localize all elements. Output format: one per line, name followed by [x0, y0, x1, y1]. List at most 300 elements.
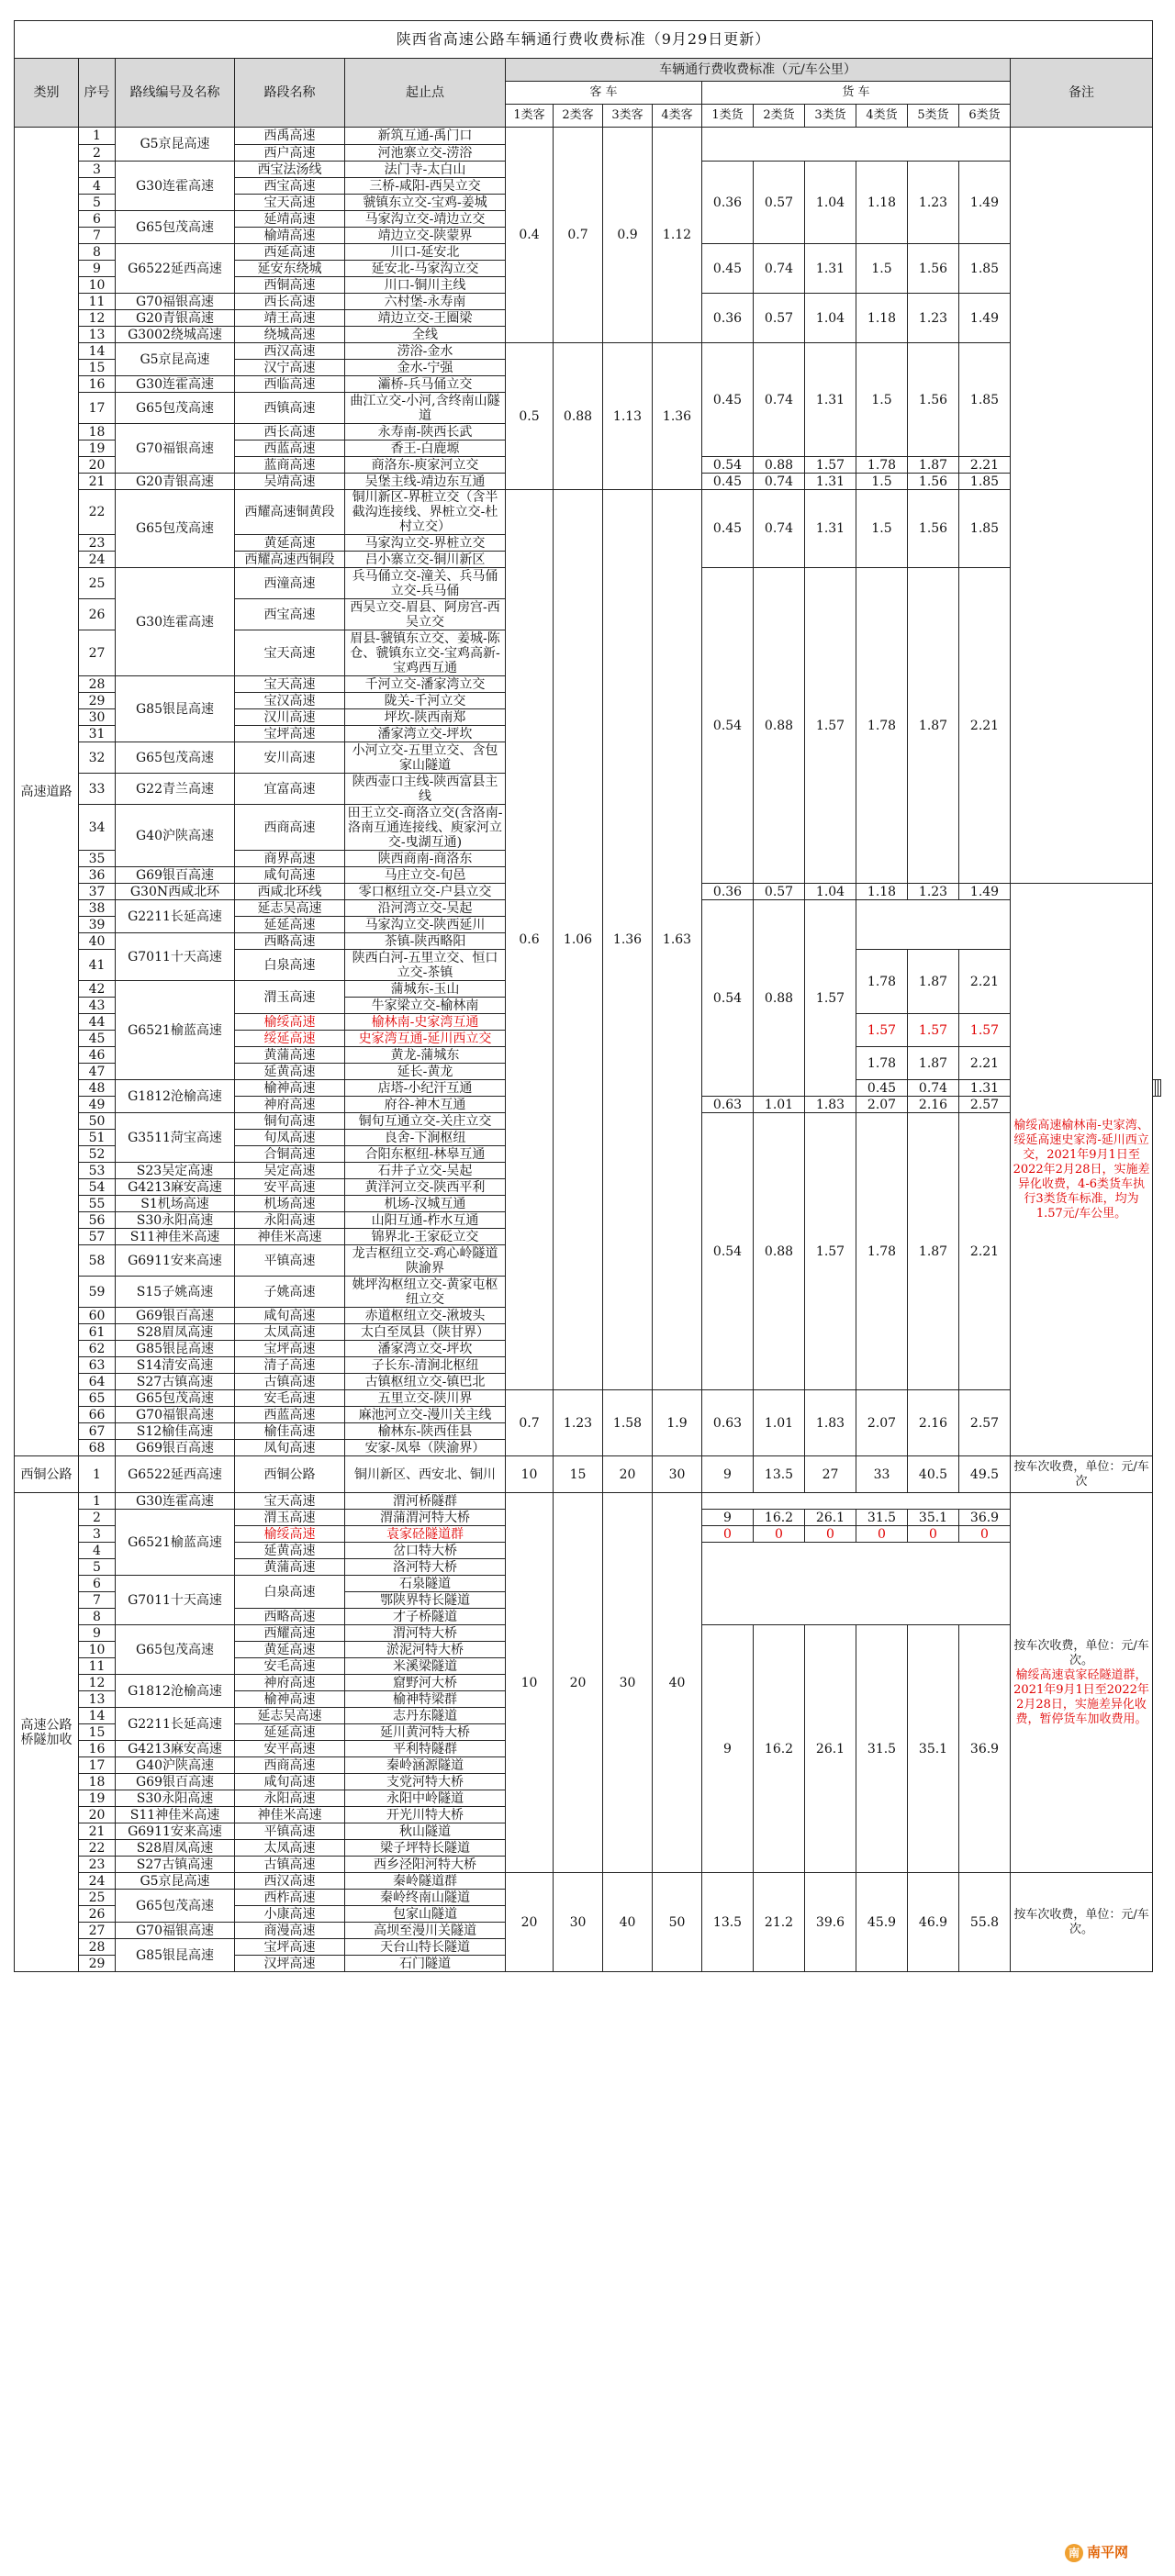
cargo-fee-cell: 0.88 [754, 568, 805, 884]
remark-empty [1011, 128, 1153, 884]
col-header-cargo-class: 4类货 [856, 105, 908, 128]
passenger-fee-cell: 20 [554, 1493, 603, 1873]
cargo-fee-cell: 1.57 [856, 1014, 908, 1047]
span-cell: 窟野河大桥 [345, 1675, 506, 1691]
category-label: 高速公路桥隧加收 [15, 1493, 79, 1972]
road-cell: 黄延高速 [235, 535, 345, 552]
seq-cell: 23 [79, 535, 116, 552]
route-cell: S14清安高速 [116, 1357, 235, 1374]
road-cell: 神府高速 [235, 1675, 345, 1691]
road-cell: 宝天高速 [235, 1493, 345, 1510]
road-cell: 小康高速 [235, 1906, 345, 1923]
seq-cell: 19 [79, 1790, 116, 1807]
span-cell: 眉县-虢镇东立交、姜城-陈仓、虢镇东立交-宝鸡高新-宝鸡西互通 [345, 630, 506, 676]
seq-cell: 32 [79, 742, 116, 774]
col-header-passenger-class: 2类客 [554, 105, 603, 128]
cargo-fee-cell: 1.01 [754, 1390, 805, 1456]
route-cell: G2211长延高速 [116, 900, 235, 933]
cargo-fee-empty [702, 1543, 1011, 1625]
road-cell: 西咸北环线 [235, 884, 345, 900]
route-cell: G65包茂高速 [116, 742, 235, 774]
span-cell: 马家沟立交-界桩立交 [345, 535, 506, 552]
cargo-fee-cell: 1.18 [856, 162, 908, 244]
seq-cell: 9 [79, 1625, 116, 1642]
route-cell: G5京昆高速 [116, 1873, 235, 1890]
route-cell: G30N西咸北环 [116, 884, 235, 900]
cargo-fee-cell: 2.07 [856, 1390, 908, 1456]
seq-cell: 3 [79, 162, 116, 178]
road-cell: 延延高速 [235, 917, 345, 933]
cargo-fee-cell: 1.18 [856, 884, 908, 900]
road-cell: 子姚高速 [235, 1277, 345, 1308]
cargo-fee-cell: 39.6 [805, 1873, 856, 1972]
passenger-fee-cell: 1.36 [653, 343, 702, 490]
route-cell: G65包茂高速 [116, 1890, 235, 1923]
cargo-fee-cell: 0 [856, 1526, 908, 1543]
road-cell: 延黄高速 [235, 1543, 345, 1559]
route-cell: G85银昆高速 [116, 676, 235, 742]
seq-cell: 23 [79, 1857, 116, 1873]
span-cell: 马家沟立交-陕西延川 [345, 917, 506, 933]
road-cell: 靖王高速 [235, 310, 345, 327]
seq-cell: 29 [79, 693, 116, 709]
route-cell: S28眉凤高速 [116, 1840, 235, 1857]
cargo-fee-cell: 0.54 [702, 568, 754, 884]
route-cell: G6911安来高速 [116, 1823, 235, 1840]
cargo-fee-cell: 0.57 [754, 162, 805, 244]
seq-cell: 61 [79, 1324, 116, 1341]
cargo-fee-cell: 46.9 [908, 1873, 959, 1972]
span-cell: 黄龙-蒲城东 [345, 1047, 506, 1064]
passenger-fee-cell: 30 [554, 1873, 603, 1972]
seq-cell: 28 [79, 676, 116, 693]
route-cell: G4213麻安高速 [116, 1179, 235, 1196]
road-cell: 榆绥高速 [235, 1526, 345, 1543]
route-cell: S30永阳高速 [116, 1212, 235, 1229]
route-cell: G70福银高速 [116, 294, 235, 310]
span-cell: 合阳东枢纽-林皋互通 [345, 1146, 506, 1163]
road-cell: 西铜高速 [235, 277, 345, 294]
cargo-fee-cell: 26.1 [805, 1625, 856, 1873]
road-cell: 清子高速 [235, 1357, 345, 1374]
seq-cell: 20 [79, 457, 116, 474]
col-header-route: 路线编号及名称 [116, 59, 235, 128]
route-cell: G6521榆蓝高速 [116, 981, 235, 1080]
seq-cell: 17 [79, 393, 116, 424]
cargo-fee-cell: 1.85 [959, 343, 1011, 457]
cargo-fee-cell: 1.87 [908, 568, 959, 884]
seq-cell: 13 [79, 1691, 116, 1708]
cargo-fee-cell: 1.78 [856, 457, 908, 474]
route-cell: G69银百高速 [116, 867, 235, 884]
seq-cell: 26 [79, 1906, 116, 1923]
cargo-fee-cell: 1.87 [908, 1047, 959, 1080]
seq-cell: 55 [79, 1196, 116, 1212]
seq-cell: 14 [79, 343, 116, 360]
road-cell: 延志吴高速 [235, 1708, 345, 1724]
road-cell: 宝汉高速 [235, 693, 345, 709]
span-cell: 吴堡主线-靖边东互通 [345, 474, 506, 490]
road-cell: 宝坪高速 [235, 1939, 345, 1956]
seq-cell: 27 [79, 1923, 116, 1939]
cargo-fee-cell: 31.5 [856, 1510, 908, 1526]
span-cell: 龙吉枢纽立交-鸡心岭隧道陕渝界 [345, 1245, 506, 1277]
road-cell: 永阳高速 [235, 1212, 345, 1229]
cargo-fee-cell: 31.5 [856, 1625, 908, 1873]
span-cell: 陕西商南-商洛东 [345, 851, 506, 867]
seq-cell: 6 [79, 211, 116, 228]
page-title: 陕西省高速公路车辆通行费收费标准（9月29日更新） [15, 21, 1153, 59]
span-cell: 曲江立交-小河,含终南山隧道 [345, 393, 506, 424]
seq-cell: 4 [79, 1543, 116, 1559]
road-cell: 西长高速 [235, 294, 345, 310]
seq-cell: 37 [79, 884, 116, 900]
seq-cell: 30 [79, 709, 116, 726]
span-cell: 虢镇东立交-宝鸡-姜城 [345, 195, 506, 211]
cargo-fee-cell: 0.88 [754, 1113, 805, 1390]
seq-cell: 11 [79, 294, 116, 310]
cargo-fee-cell: 1.56 [908, 244, 959, 294]
span-cell: 潘家湾立交-坪坎 [345, 1341, 506, 1357]
road-cell: 西宝高速 [235, 178, 345, 195]
span-cell: 零口枢纽立交-户县立交 [345, 884, 506, 900]
span-cell: 店塔-小纪汗互通 [345, 1080, 506, 1097]
route-cell: G5京昆高速 [116, 128, 235, 162]
seq-cell: 22 [79, 1840, 116, 1857]
cargo-fee-cell: 35.1 [908, 1625, 959, 1873]
span-cell: 史家湾互通-延川西立交 [345, 1031, 506, 1047]
route-cell: G40沪陕高速 [116, 805, 235, 867]
seq-cell: 1 [79, 128, 116, 145]
cargo-fee-cell: 1.31 [805, 244, 856, 294]
cargo-fee-cell: 0 [959, 1526, 1011, 1543]
span-cell: 古镇枢纽立交-镇巴北 [345, 1374, 506, 1390]
route-cell: G65包茂高速 [116, 1390, 235, 1407]
seq-cell: 56 [79, 1212, 116, 1229]
seq-cell: 31 [79, 726, 116, 742]
seq-cell: 9 [79, 261, 116, 277]
road-cell: 吴定高速 [235, 1163, 345, 1179]
cargo-fee-cell: 0.54 [702, 1113, 754, 1390]
cargo-fee-cell: 13.5 [754, 1456, 805, 1493]
cargo-fee-cell: 1.85 [959, 474, 1011, 490]
seq-cell: 27 [79, 630, 116, 676]
span-cell: 秦岭涵源隧道 [345, 1757, 506, 1774]
cargo-fee-cell: 1.04 [805, 162, 856, 244]
span-cell: 蒲城东-玉山 [345, 981, 506, 998]
route-cell: G70福银高速 [116, 1407, 235, 1423]
cargo-fee-cell: 0 [805, 1526, 856, 1543]
road-cell: 西汉高速 [235, 1873, 345, 1890]
road-cell: 西镇高速 [235, 393, 345, 424]
span-cell: 良舍-下涧枢纽 [345, 1130, 506, 1146]
road-cell: 西耀高速 [235, 1625, 345, 1642]
span-cell: 新筑互通-禹门口 [345, 128, 506, 145]
span-cell: 渭河特大桥 [345, 1625, 506, 1642]
cargo-fee-cell: 1.56 [908, 474, 959, 490]
route-cell: S1机场高速 [116, 1196, 235, 1212]
cargo-fee-cell: 1.31 [959, 1080, 1011, 1097]
cargo-fee-cell: 1.78 [856, 1113, 908, 1390]
table-row [15, 128, 1161, 145]
span-cell: 茶镇-陕西略阳 [345, 933, 506, 950]
cargo-fee-cell: 0.74 [754, 474, 805, 490]
span-cell: 铜川新区-界桩立交（含半截沟连接线、界桩立交-杜村立交） [345, 490, 506, 535]
cargo-fee-cell: 1.56 [908, 343, 959, 457]
cargo-fee-cell: 0 [754, 1526, 805, 1543]
span-cell: 洛河特大桥 [345, 1559, 506, 1576]
road-cell: 宝坪高速 [235, 726, 345, 742]
route-cell: G69银百高速 [116, 1774, 235, 1790]
seq-cell: 33 [79, 774, 116, 805]
route-cell: G65包茂高速 [116, 393, 235, 424]
road-cell: 西宝高速 [235, 599, 345, 630]
seq-cell: 63 [79, 1357, 116, 1374]
road-cell: 神佳米高速 [235, 1229, 345, 1245]
span-cell: 太白至凤县（陕甘界） [345, 1324, 506, 1341]
road-cell: 神府高速 [235, 1097, 345, 1113]
seq-cell: 47 [79, 1064, 116, 1080]
cargo-fee-cell: 1.04 [805, 294, 856, 343]
span-cell: 川口-铜川主线 [345, 277, 506, 294]
road-cell: 宝天高速 [235, 676, 345, 693]
span-cell: 香王-白鹿塬 [345, 440, 506, 457]
fee-standard-table [14, 20, 1161, 1972]
cargo-fee-cell: 0.45 [702, 490, 754, 568]
road-cell: 西耀高速西铜段 [235, 552, 345, 568]
span-cell: 黄洋河立交-陕西平利 [345, 1179, 506, 1196]
remark-text [1011, 1493, 1153, 1873]
road-cell: 商漫高速 [235, 1923, 345, 1939]
cargo-fee-cell: 2.16 [908, 1390, 959, 1456]
passenger-fee-cell: 0.9 [603, 128, 653, 343]
seq-cell: 42 [79, 981, 116, 998]
passenger-fee-cell: 20 [506, 1873, 554, 1972]
span-cell: 山阳互通-柞水互通 [345, 1212, 506, 1229]
span-cell: 延长-黄龙 [345, 1064, 506, 1080]
span-cell: 牛家梁立交-榆林南 [345, 998, 506, 1014]
span-cell: 开光川特大桥 [345, 1807, 506, 1823]
seq-cell: 16 [79, 376, 116, 393]
cargo-fee-cell: 0.57 [754, 294, 805, 343]
route-cell: G65包茂高速 [116, 490, 235, 568]
road-cell: 西户高速 [235, 145, 345, 162]
seq-cell: 1 [79, 1456, 116, 1493]
passenger-fee-cell: 30 [603, 1493, 653, 1873]
span-cell: 金水-宁强 [345, 360, 506, 376]
col-header-cargo: 货 车 [702, 82, 1011, 105]
cargo-fee-cell: 1.23 [908, 162, 959, 244]
road-cell: 渭玉高速 [235, 1510, 345, 1526]
route-cell: S23吴定高速 [116, 1163, 235, 1179]
cargo-fee-empty [702, 1493, 1011, 1510]
route-cell: G40沪陕高速 [116, 1757, 235, 1774]
cargo-fee-cell: 0.74 [754, 244, 805, 294]
cargo-fee-cell: 2.21 [959, 1047, 1011, 1080]
road-cell: 西略高速 [235, 933, 345, 950]
seq-cell: 18 [79, 424, 116, 440]
road-cell: 西略高速 [235, 1609, 345, 1625]
span-cell: 秦岭终南山隧道 [345, 1890, 506, 1906]
road-cell: 西耀高速铜黄段 [235, 490, 345, 535]
passenger-fee-cell: 15 [554, 1456, 603, 1493]
road-cell: 汉川高速 [235, 709, 345, 726]
cargo-fee-cell: 0.54 [702, 900, 754, 1097]
seq-cell: 19 [79, 440, 116, 457]
road-cell: 西铜公路 [235, 1456, 345, 1493]
span-cell: 米溪梁隧道 [345, 1658, 506, 1675]
cargo-fee-cell: 0.74 [754, 490, 805, 568]
cargo-fee-cell: 1.57 [805, 1113, 856, 1390]
seq-cell: 60 [79, 1308, 116, 1324]
route-cell: G69银百高速 [116, 1308, 235, 1324]
route-cell: G7011十天高速 [116, 1576, 235, 1625]
seq-cell: 24 [79, 1873, 116, 1890]
route-cell: S30永阳高速 [116, 1790, 235, 1807]
cargo-fee-cell: 21.2 [754, 1873, 805, 1972]
cargo-fee-cell: 45.9 [856, 1873, 908, 1972]
span-cell: 陕西壶口主线-陕西富县主线 [345, 774, 506, 805]
route-cell: S28眉凤高速 [116, 1324, 235, 1341]
road-cell: 安毛高速 [235, 1390, 345, 1407]
seq-cell: 6 [79, 1576, 116, 1592]
seq-cell: 52 [79, 1146, 116, 1163]
seq-cell: 68 [79, 1440, 116, 1456]
span-cell: 志丹东隧道 [345, 1708, 506, 1724]
seq-cell: 21 [79, 1823, 116, 1840]
road-cell: 榆佳高速 [235, 1423, 345, 1440]
seq-cell: 5 [79, 195, 116, 211]
seq-cell: 38 [79, 900, 116, 917]
route-cell: G70福银高速 [116, 424, 235, 474]
cargo-fee-cell: 1.23 [908, 884, 959, 900]
road-cell: 西禹高速 [235, 128, 345, 145]
span-cell: 包家山隧道 [345, 1906, 506, 1923]
span-cell: 法门寺-太白山 [345, 162, 506, 178]
cargo-fee-cell: 9 [702, 1625, 754, 1873]
cargo-fee-cell: 1.85 [959, 490, 1011, 568]
cargo-fee-cell: 1.31 [805, 343, 856, 457]
span-cell: 高坝至漫川关隧道 [345, 1923, 506, 1939]
passenger-fee-cell: 1.58 [603, 1390, 653, 1456]
span-cell: 子长东-清涧北枢纽 [345, 1357, 506, 1374]
span-cell: 田王立交-商洛立交(含洛南-洛南互通连接线、庾家河立交-曳湖互通) [345, 805, 506, 851]
cargo-fee-cell: 2.57 [959, 1097, 1011, 1113]
seq-cell: 48 [79, 1080, 116, 1097]
road-cell: 绕城高速 [235, 327, 345, 343]
span-cell: 姚坪沟枢纽立交-黄家屯枢纽立交 [345, 1277, 506, 1308]
road-cell: 安川高速 [235, 742, 345, 774]
cargo-fee-cell: 0.45 [856, 1080, 908, 1097]
cargo-fee-cell: 1.5 [856, 490, 908, 568]
cargo-fee-cell: 2.57 [959, 1390, 1011, 1456]
route-cell: G3511菏宝高速 [116, 1113, 235, 1163]
seq-cell: 62 [79, 1341, 116, 1357]
road-cell: 延延高速 [235, 1724, 345, 1741]
cargo-fee-cell: 0.45 [702, 474, 754, 490]
span-cell: 袁家硁隧道群 [345, 1526, 506, 1543]
span-cell: 淤泥河特大桥 [345, 1642, 506, 1658]
col-header-category: 类别 [15, 59, 79, 128]
road-cell: 旬凤高速 [235, 1130, 345, 1146]
span-cell: 全线 [345, 327, 506, 343]
col-header-passenger: 客 车 [506, 82, 702, 105]
table-row [15, 1493, 1161, 1510]
span-cell: 秦岭隧道群 [345, 1873, 506, 1890]
span-cell: 榆林南-史家湾互通 [345, 1014, 506, 1031]
seq-cell: 64 [79, 1374, 116, 1390]
cargo-fee-cell: 0.54 [702, 457, 754, 474]
cargo-fee-cell: 1.87 [908, 457, 959, 474]
span-cell: 小河立交-五里立交、含包家山隧道 [345, 742, 506, 774]
span-cell: 岔口特大桥 [345, 1543, 506, 1559]
cargo-fee-empty [702, 128, 1011, 162]
cargo-fee-cell: 0.36 [702, 294, 754, 343]
span-cell: 靖边立交-陕蒙界 [345, 228, 506, 244]
route-cell: S11神佳米高速 [116, 1807, 235, 1823]
seq-cell: 22 [79, 490, 116, 535]
road-cell: 宜富高速 [235, 774, 345, 805]
road-cell: 延靖高速 [235, 211, 345, 228]
seq-cell: 12 [79, 1675, 116, 1691]
passenger-fee-cell: 10 [506, 1456, 554, 1493]
span-cell: 陕西白河-五里立交、恒口立交-茶镇 [345, 950, 506, 981]
span-cell: 兵马俑立交-潼关、兵马俑立交-兵马俑 [345, 568, 506, 599]
passenger-fee-cell: 10 [506, 1493, 554, 1873]
seq-cell: 16 [79, 1741, 116, 1757]
road-cell: 绥延高速 [235, 1031, 345, 1047]
passenger-fee-cell: 1.13 [603, 343, 653, 490]
seq-cell: 10 [79, 1642, 116, 1658]
road-cell: 安平高速 [235, 1179, 345, 1196]
route-cell: G1812沧榆高速 [116, 1675, 235, 1708]
road-cell: 延安东绕城 [235, 261, 345, 277]
seq-cell: 46 [79, 1047, 116, 1064]
road-cell: 延志吴高速 [235, 900, 345, 917]
passenger-fee-cell: 0.5 [506, 343, 554, 490]
span-cell: 六村堡-永寿南 [345, 294, 506, 310]
route-cell: G2211长延高速 [116, 1708, 235, 1741]
passenger-fee-cell: 20 [603, 1456, 653, 1493]
cargo-fee-cell: 1.57 [805, 900, 856, 1097]
seq-cell: 10 [79, 277, 116, 294]
road-cell: 蓝商高速 [235, 457, 345, 474]
cargo-fee-cell: 13.5 [702, 1873, 754, 1972]
road-cell: 西蓝高速 [235, 1407, 345, 1423]
passenger-fee-cell: 1.12 [653, 128, 702, 343]
cargo-fee-cell [1158, 1080, 1161, 1097]
category-label: 西铜公路 [15, 1456, 79, 1493]
span-cell: 三桥-咸阳-西吴立交 [345, 178, 506, 195]
span-cell: 川口-延安北 [345, 244, 506, 261]
road-cell: 西商高速 [235, 805, 345, 851]
seq-cell: 34 [79, 805, 116, 851]
span-cell: 永阳中岭隧道 [345, 1790, 506, 1807]
seq-cell: 15 [79, 360, 116, 376]
road-cell: 西临高速 [235, 376, 345, 393]
seq-cell: 20 [79, 1807, 116, 1823]
seq-cell: 29 [79, 1956, 116, 1972]
cargo-fee-cell: 36.9 [959, 1625, 1011, 1873]
seq-cell: 8 [79, 244, 116, 261]
route-cell: G3002绕城高速 [116, 327, 235, 343]
col-header-fee: 车辆通行费收费标准（元/车公里） [506, 59, 1011, 82]
seq-cell: 50 [79, 1113, 116, 1130]
span-cell: 沿河湾立交-吴起 [345, 900, 506, 917]
seq-cell: 54 [79, 1179, 116, 1196]
cargo-fee-cell: 1.56 [908, 490, 959, 568]
seq-cell: 7 [79, 1592, 116, 1609]
